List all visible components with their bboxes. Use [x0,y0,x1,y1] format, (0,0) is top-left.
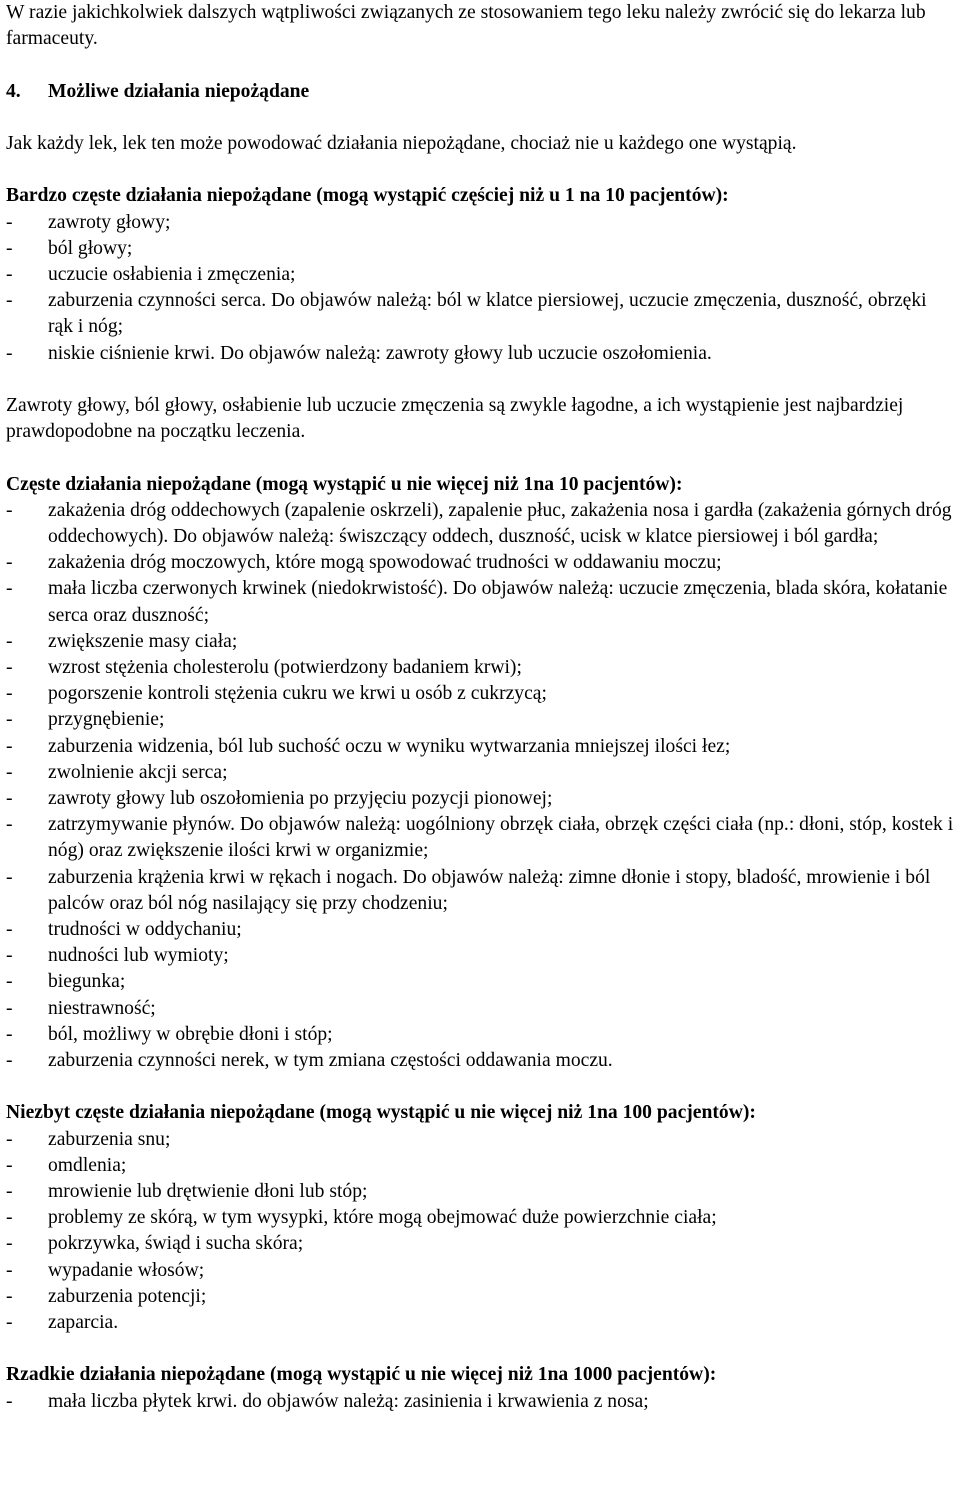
list-item-text: zakażenia dróg oddechowych (zapalenie oskrzeli), zapalenie płuc, zakażenia nosa i gardła (zakażenia górnych dróg oddechowych). Do objawów należą: świszczący oddech, duszność, ucisk w klatce piersiowej i ból gardła; [48,499,952,547]
list-bullet-dash: - [6,1207,13,1229]
list-item-text: niestrawność; [48,997,156,1019]
list-item-text: wzrost stężenia cholesterolu (potwierdzony badaniem krwi); [48,657,522,678]
list-item [6,236,956,262]
list-item-text: nudności lub wymioty; [48,945,229,967]
list-item [6,1258,956,1284]
list-item [6,550,956,576]
list-bullet-dash: - [6,290,13,312]
rare-heading: Rzadkie działania niepożądane (mogą wystąpić u nie więcej niż 1na 1000 pacjentów): [6,1364,717,1386]
list-item-text: zwiększenie masy ciała; [48,630,238,652]
list-item-text: zawroty głowy lub oszołomienia po przyjęciu pozycji pionowej; [48,788,553,810]
list-item [6,1153,956,1179]
list-item [6,1205,956,1231]
section-title: Możliwe działania niepożądane [48,80,310,102]
section-heading [6,79,956,105]
list-bullet-dash: - [6,1128,13,1150]
general-paragraph: Jak każdy lek, lek ten może powodować działania niepożądane, chociaż nie u każdego one wystąpią. [6,132,797,154]
list-bullet-dash: - [6,657,13,678]
list-bullet-dash: - [6,1181,13,1203]
common-heading: Częste działania niepożądane (mogą wystąpić u nie więcej niż 1na 10 pacjentów): [6,473,683,495]
list-item-text: zatrzymywanie płynów. Do objawów należą: uogólniony obrzęk ciała, obrzęk części ciała (np.: dłoni, stóp, kostek i nóg) oraz zwiększenie ilości krwi w organizmie; [48,814,954,862]
list-item-text: uczucie osłabienia i zmęczenia; [48,263,296,285]
list-bullet-dash: - [6,1154,13,1176]
document-page [6,0,956,1415]
intro-paragraph: W razie jakichkolwiek dalszych wątpliwości związanych ze stosowaniem tego leku należy zwrócić się do lekarza lub farmaceuty. [6,2,926,50]
list-item [6,996,956,1022]
list-item [6,629,956,655]
list-item [6,917,956,943]
list-item [6,341,956,367]
list-bullet-dash: - [6,1259,13,1281]
list-item-text: zaburzenia czynności serca. Do objawów należą: ból w klatce piersiowej, uczucie zmęczenia, duszność, obrzęki rąk i nóg; [48,290,927,338]
list-bullet-dash: - [6,578,13,600]
list-item-text: trudności w oddychaniu; [48,919,242,941]
list-item-text: zaburzenia potencji; [48,1285,207,1307]
list-item [6,1231,956,1257]
list-item [6,707,956,733]
list-bullet-dash: - [6,630,13,652]
list-item [6,1022,956,1048]
list-item [6,760,956,786]
list-item [6,1127,956,1153]
list-bullet-dash: - [6,1312,13,1334]
list-item-text: zakażenia dróg moczowych, które mogą spowodować trudności w oddawaniu moczu; [48,552,722,574]
uncommon-list [6,1127,956,1337]
list-bullet-dash: - [6,342,13,364]
list-bullet-dash: - [6,263,13,285]
list-item-text: biegunka; [48,971,126,993]
list-item-text: problemy ze skórą, w tym wysypki, które mogą obejmować duże powierzchnie ciała; [48,1207,717,1229]
list-bullet-dash: - [6,761,13,783]
list-bullet-dash: - [6,683,13,705]
list-bullet-dash: - [6,211,13,233]
list-bullet-dash: - [6,1390,13,1412]
list-item-text: ból, możliwy w obrębie dłoni i stóp; [48,1023,333,1045]
list-item-text: wypadanie włosów; [48,1259,205,1281]
list-bullet-dash: - [6,971,13,993]
list-item [6,1310,956,1336]
list-bullet-dash: - [6,788,13,810]
section-number: 4. [6,80,21,102]
list-item [6,210,956,236]
very-common-note: Zawroty głowy, ból głowy, osłabienie lub uczucie zmęczenia są zwykle łagodne, a ich wystąpienie jest najbardziej prawdopodobne na początku leczenia. [6,394,904,443]
list-item [6,943,956,969]
rare-list [6,1389,956,1415]
list-item-text: zaparcia. [48,1312,119,1334]
list-item [6,1179,956,1205]
list-bullet-dash: - [6,1285,13,1307]
list-bullet-dash: - [6,866,13,888]
list-item [6,786,956,812]
list-item [6,1389,956,1415]
list-item-text: ból głowy; [48,237,133,259]
list-item [6,262,956,288]
list-item [6,1284,956,1310]
list-item [6,865,956,917]
list-item [6,734,956,760]
list-item-text: mała liczba czerwonych krwinek (niedokrwistość). Do objawów należą: uczucie zmęczenia, blada skóra, kołatanie serca oraz duszność; [48,578,948,626]
common-list [6,498,956,1074]
list-item-text: zwolnienie akcji serca; [48,761,228,783]
list-item-text: przygnębienie; [48,709,165,731]
list-bullet-dash: - [6,237,13,259]
list-bullet-dash: - [6,945,13,967]
list-item-text: zaburzenia czynności nerek, w tym zmiana częstości oddawania moczu. [48,1050,613,1072]
list-bullet-dash: - [6,735,13,757]
list-item-text: mała liczba płytek krwi. do objawów należą: zasinienia i krwawienia z nosa; [48,1390,649,1412]
list-item-text: niskie ciśnienie krwi. Do objawów należą: zawroty głowy lub uczucie oszołomienia. [48,342,712,364]
list-item [6,498,956,550]
list-item-text: zaburzenia krążenia krwi w rękach i nogach. Do objawów należą: zimne dłonie i stopy, bladość, mrowienie i ból palców oraz ból nóg nasilający się przy chodzeniu; [48,866,931,914]
list-bullet-dash: - [6,1233,13,1255]
list-bullet-dash: - [6,919,13,941]
list-item [6,576,956,628]
list-bullet-dash: - [6,709,13,731]
list-item-text: mrowienie lub drętwienie dłoni lub stóp; [48,1181,368,1203]
very-common-heading: Bardzo częste działania niepożądane (mogą wystąpić częściej niż u 1 na 10 pacjentów): [6,185,729,207]
list-bullet-dash: - [6,1050,13,1072]
list-item-text: pogorszenie kontroli stężenia cukru we krwi u osób z cukrzycą; [48,683,547,705]
list-bullet-dash: - [6,814,13,836]
list-bullet-dash: - [6,1023,13,1045]
list-item [6,1048,956,1074]
list-bullet-dash: - [6,997,13,1019]
list-bullet-dash: - [6,552,13,574]
very-common-list [6,210,956,367]
uncommon-heading: Niezbyt częste działania niepożądane (mogą wystąpić u nie więcej niż 1na 100 pacjentów): [6,1102,756,1124]
list-bullet-dash: - [6,499,13,521]
list-item [6,288,956,340]
list-item [6,969,956,995]
list-item-text: zaburzenia widzenia, ból lub suchość oczu w wyniku wytwarzania mniejszej ilości łez; [48,735,731,757]
list-item-text: pokrzywka, świąd i sucha skóra; [48,1233,304,1255]
list-item-text: zaburzenia snu; [48,1128,171,1150]
list-item [6,681,956,707]
list-item [6,812,956,864]
list-item [6,655,956,681]
list-item-text: zawroty głowy; [48,211,171,233]
list-item-text: omdlenia; [48,1154,127,1176]
